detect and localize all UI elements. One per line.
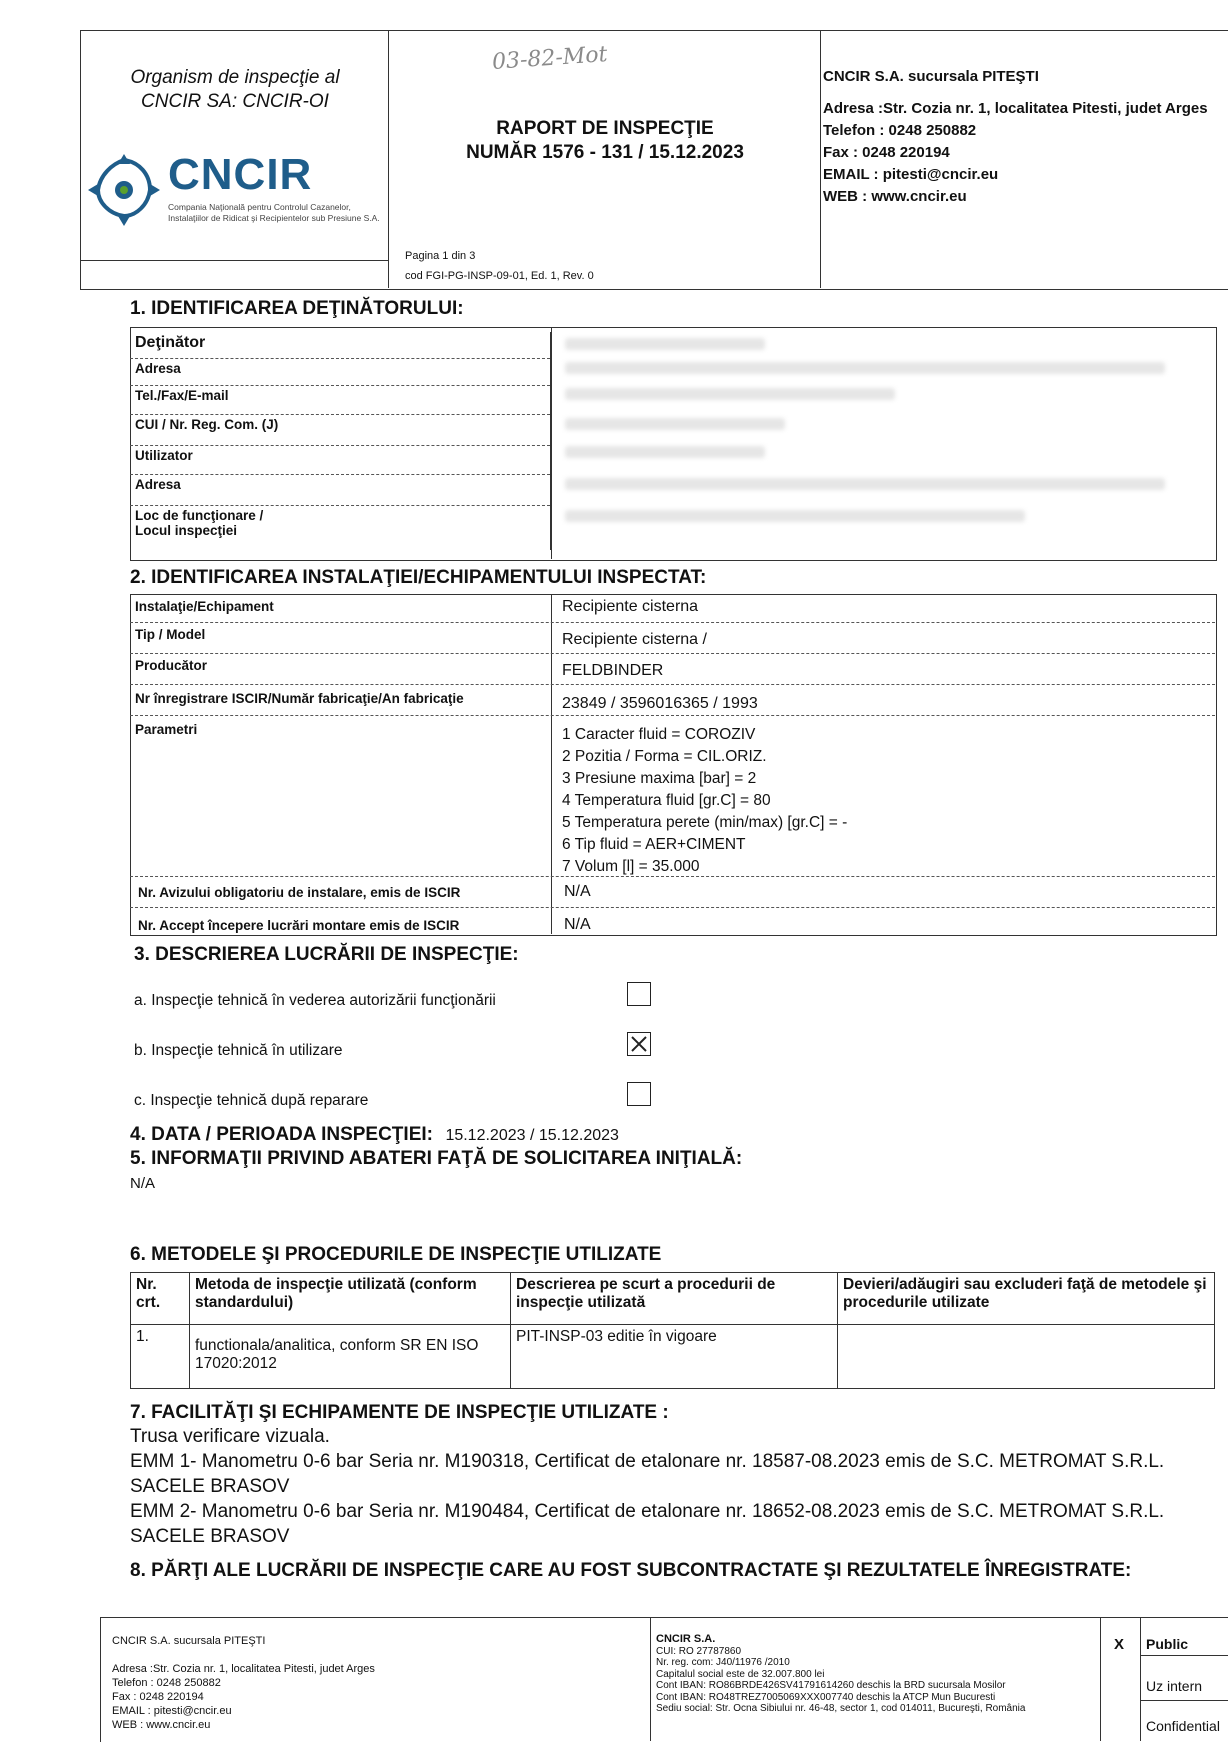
section-5-value: N/A: [130, 1175, 156, 1192]
class-confidential: Confidential: [1146, 1718, 1220, 1734]
section-5-title: 5. INFORMAŢII PRIVIND ABATERI FAŢĂ DE SOLICITAREA INIŢIALĂ:: [130, 1148, 743, 1169]
footer-company: CNCIR S.A. CUI: RO 27787860 Nr. reg. com: J40/11976 /2010 Capitalul social este de 32.007.800 lei Cont IBAN: RO86BRDE426SV41791614260 deschis la BRD sucursala Mosilor Cont IBAN: RO48TREZ7005069XXX007740 deschis la ATCP Mun Bucuresti Sediu social: Str. Ocna Sibiului nr. 46-48, sector 1, cod 014011, Bucureşti, România: [656, 1633, 1026, 1714]
col-procedure: Descrierea pe scurt a procedurii de inspecţie utilizată: [511, 1273, 838, 1325]
parameters-list: 1 Caracter fluid = COROZIV 2 Pozitia / Forma = CIL.ORIZ. 3 Presiune maxima [bar] = 2 4 Temperatura fluid [gr.C] = 80 5 Temperatura perete (min/max) [gr.C] = - 6 Tip fluid = AER+CIMENT 7 Volum [l] = 35.000: [562, 726, 848, 875]
footer-branch: CNCIR S.A. sucursala PITEŞTI Adresa :Str. Cozia nr. 1, localitatea Pitesti, judet Arges Telefon : 0248 250882 Fax : 0248 220194 EMAIL : pitesti@cncir.eu WEB : www.cncir.eu: [112, 1635, 375, 1731]
branch-contact: CNCIR S.A. sucursala PITEŞTI Adresa :Str. Cozia nr. 1, localitatea Pitesti, judet Arges Telefon : 0248 250882 Fax : 0248 220194 EMAIL : pitesti@cncir.eu WEB : www.cncir.eu: [823, 68, 1208, 205]
report-title: RAPORT DE INSPECŢIE NUMĂR 1576 - 131 / 15.12.2023: [466, 118, 744, 163]
form-code: cod FGI-PG-INSP-09-01, Ed. 1, Rev. 0: [405, 270, 594, 282]
option-b-checkbox[interactable]: [627, 1032, 651, 1056]
page-number: Pagina 1 din 3: [405, 250, 476, 262]
section-2-title: 2. IDENTIFICAREA INSTALAŢIEI/ECHIPAMENTULUI INSPECTAT:: [130, 567, 707, 588]
section-4: 4. DATA / PERIOADA INSPECŢIEI: 15.12.2023 / 15.12.2023: [130, 1124, 619, 1145]
check-x-icon: [628, 1033, 650, 1055]
class-public: Public: [1146, 1636, 1189, 1652]
classification-mark: X: [1114, 1636, 1125, 1653]
option-a-checkbox[interactable]: [627, 982, 651, 1006]
class-internal: Uz intern: [1146, 1678, 1203, 1694]
handwritten-mark: 03-82-Mot: [491, 42, 609, 75]
option-a-label: a. Inspecţie tehnică în vederea autorizării funcţionării: [134, 992, 496, 1009]
cncir-logo-icon: [84, 150, 164, 230]
section-6-title: 6. METODELE ŞI PROCEDURILE DE INSPECŢIE UTILIZATE: [130, 1244, 662, 1265]
section-7-title: 7. FACILITĂŢI ŞI ECHIPAMENTE DE INSPECŢIE UTILIZATE :: [130, 1402, 669, 1423]
redacted-values: [560, 332, 1210, 552]
methods-table: [130, 1272, 1215, 1389]
col-deviations: Devieri/adăugiri sau excluderi faţă de metodele şi procedurile utilizate: [838, 1273, 1215, 1325]
option-b-label: b. Inspecţie tehnică în utilizare: [134, 1042, 343, 1059]
section-7-body: Trusa verificare vizuala. EMM 1- Manometru 0-6 bar Seria nr. M190318, Certificat de etalonare nr. 18587-08.2023 emis de S.C. METROMAT S.R.L. SACELE BRASOV EMM 2- Manometru 0-6 bar Seria nr. M190484, Certificat de etalonare nr. 18652-08.2023 emis de S.C. METROMAT S.R.L. SACELE BRASOV: [130, 1426, 1165, 1547]
col-method: Metoda de inspecţie utilizată (conform standardului): [190, 1273, 511, 1325]
org-title: Organism de inspecţie al CNCIR SA: CNCIR-OI: [130, 67, 340, 112]
holder-labels: Deţinător Adresa Tel./Fax/E-mail CUI / Nr. Reg. Com. (J) Utilizator Adresa Loc de funcţionare / Locul inspecţiei: [130, 332, 551, 550]
equipment-rows: Instalaţie/Echipament Recipiente cisterna Tip / Model Recipiente cisterna / Producător FELDBINDER Nr înregistrare ISCIR/Număr fabricaţie/An fabricaţie 23849 / 3596016365 / 1993 Parametri 1 Caracter fluid = COROZIV 2 Pozitia / Forma = CIL.ORIZ. 3 Presiune maxima [bar] = 2 4 Temperatura fluid [gr.C] = 80 5 Temperatura perete (min/max) [gr.C] = - 6 Tip fluid = AER+CIMENT 7 Volum [l] = 35.000 Nr. Avizului obligatoriu de instalare, emis de ISCIR N/A Nr. Accept începere lucrări montare emis de ISCIR N/A: [130, 594, 1215, 938]
option-c-checkbox[interactable]: [627, 1082, 651, 1106]
section-8-title: 8. PĂRŢI ALE LUCRĂRII DE INSPECŢIE CARE AU FOST SUBCONTRACTATE ŞI REZULTATELE ÎNREGISTRATE:: [130, 1560, 1132, 1581]
cncir-logo: CNCIR Compania Naţională pentru Controlul Cazanelor, Instalaţiilor de Ridicat şi Recipientelor sub Presiune S.A.: [84, 150, 384, 230]
option-c-label: c. Inspecţie tehnică după reparare: [134, 1092, 369, 1109]
section-1-title: 1. IDENTIFICAREA DEŢINĂTORULUI:: [130, 298, 464, 319]
col-nr: Nr. crt.: [131, 1273, 190, 1325]
section-3-title: 3. DESCRIEREA LUCRĂRII DE INSPECŢIE:: [134, 944, 519, 965]
table-row: 1. functionala/analitica, conform SR EN ISO 17020:2012 PIT-INSP-03 editie în vigoare: [131, 1325, 1215, 1389]
